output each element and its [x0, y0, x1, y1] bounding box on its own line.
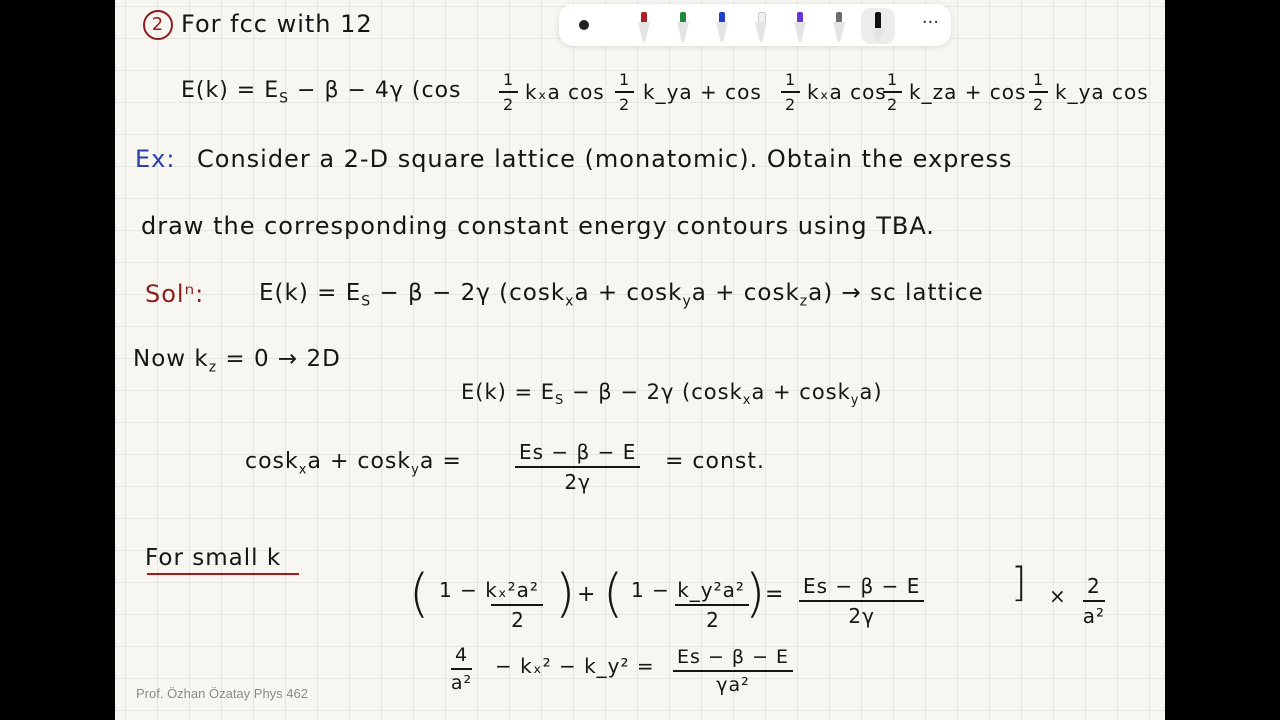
- fcc-term-1: kₓa cos: [525, 80, 605, 104]
- black-pen-icon[interactable]: [863, 10, 893, 44]
- const-text: = const.: [665, 449, 766, 474]
- fcc-half-3: 1 2: [779, 70, 802, 114]
- times-sign: ×: [1049, 584, 1067, 608]
- blue-pen-icon[interactable]: [707, 10, 737, 44]
- expansion-term-1: 1 − kₓ²a² 2: [433, 578, 545, 632]
- expansion-rhs-fraction: Es − β − E 2γ: [797, 574, 926, 628]
- fcc-half-1: 1 2: [497, 70, 520, 114]
- fcc-term-2: k_ya + cos: [643, 80, 762, 104]
- fcc-heading-text: For fcc with 12: [181, 10, 373, 38]
- sol-label: Solⁿ:: [145, 280, 205, 308]
- fcc-half-5: 1 2: [1027, 70, 1050, 114]
- fcc-eq-start: E(k) = E: [181, 78, 280, 103]
- fcc-half-4: 1 2: [881, 70, 904, 114]
- white-pen-icon[interactable]: [746, 10, 776, 44]
- green-pen-icon[interactable]: [668, 10, 698, 44]
- item-number-badge: 2: [143, 10, 173, 40]
- fcc-eq-mid: − β − 4γ (cos: [289, 78, 462, 103]
- expansion-term-2: 1 − k_y²a² 2: [625, 578, 751, 632]
- notes-page[interactable]: [115, 0, 1165, 720]
- paren-close-1: ): [555, 564, 577, 624]
- right-bracket: ]: [1011, 560, 1028, 606]
- fcc-equation: [181, 78, 462, 106]
- last-line-middle: − kₓ² − k_y² =: [495, 654, 655, 678]
- now-kz-line: Now $k_z = 0 \to 2D$: [133, 346, 341, 376]
- fcc-term-5: k_ya cos: [1055, 80, 1149, 104]
- more-options-icon[interactable]: ···: [921, 12, 939, 33]
- footer-credit: Prof. Özhan Özatay Phys 462: [136, 686, 308, 701]
- fcc-term-3: kₓa cos: [807, 80, 887, 104]
- pen-toolbar: [559, 4, 951, 46]
- fcc-eq-sub: S: [279, 90, 290, 107]
- red-pen-icon[interactable]: [629, 10, 659, 44]
- last-fraction-1: 4 a²: [450, 644, 473, 694]
- plus-sign: +: [577, 582, 597, 607]
- fcc-half-2: 1 2: [613, 70, 636, 114]
- gray-pen-icon[interactable]: [824, 10, 854, 44]
- cos-sum-lhs: cosk$_x$a + cosk$_y$a =: [245, 449, 462, 478]
- ex-line-2: draw the corresponding constant energy contours using TBA.: [141, 212, 935, 240]
- paren-open-2: (: [603, 564, 625, 624]
- last-fraction-2: Es − β − E γa²: [671, 646, 795, 696]
- fcc-term-4: k_za + cos: [909, 80, 1027, 104]
- small-k-underline: [147, 573, 299, 575]
- ex-label: Ex:: [135, 145, 176, 173]
- paren-open-1: (: [409, 564, 431, 624]
- sol-equation: $E(k) = E_S - \beta - 2\gamma$ (cosk$_x$a + cosk$_y$a + cosk$_z$a) → sc lattice: [259, 280, 984, 310]
- ex-line-1: Consider a 2-D square lattice (monatomic). Obtain the express: [197, 145, 1013, 173]
- cos-sum-fraction: Es − β − E 2γ: [513, 440, 642, 494]
- dot-tool-icon[interactable]: [579, 20, 589, 30]
- paren-close-2: ): [745, 564, 767, 624]
- equals-sign: =: [765, 582, 785, 607]
- purple-pen-icon[interactable]: [785, 10, 815, 44]
- eq-2d: $E(k) = E_S - \beta - 2\gamma$ (cosk$_x$a + cosk$_y$a): [461, 380, 883, 409]
- multiplier-fraction: 2 a²: [1082, 574, 1105, 628]
- small-k-heading: For small k: [145, 545, 282, 571]
- fcc-heading: [143, 10, 373, 40]
